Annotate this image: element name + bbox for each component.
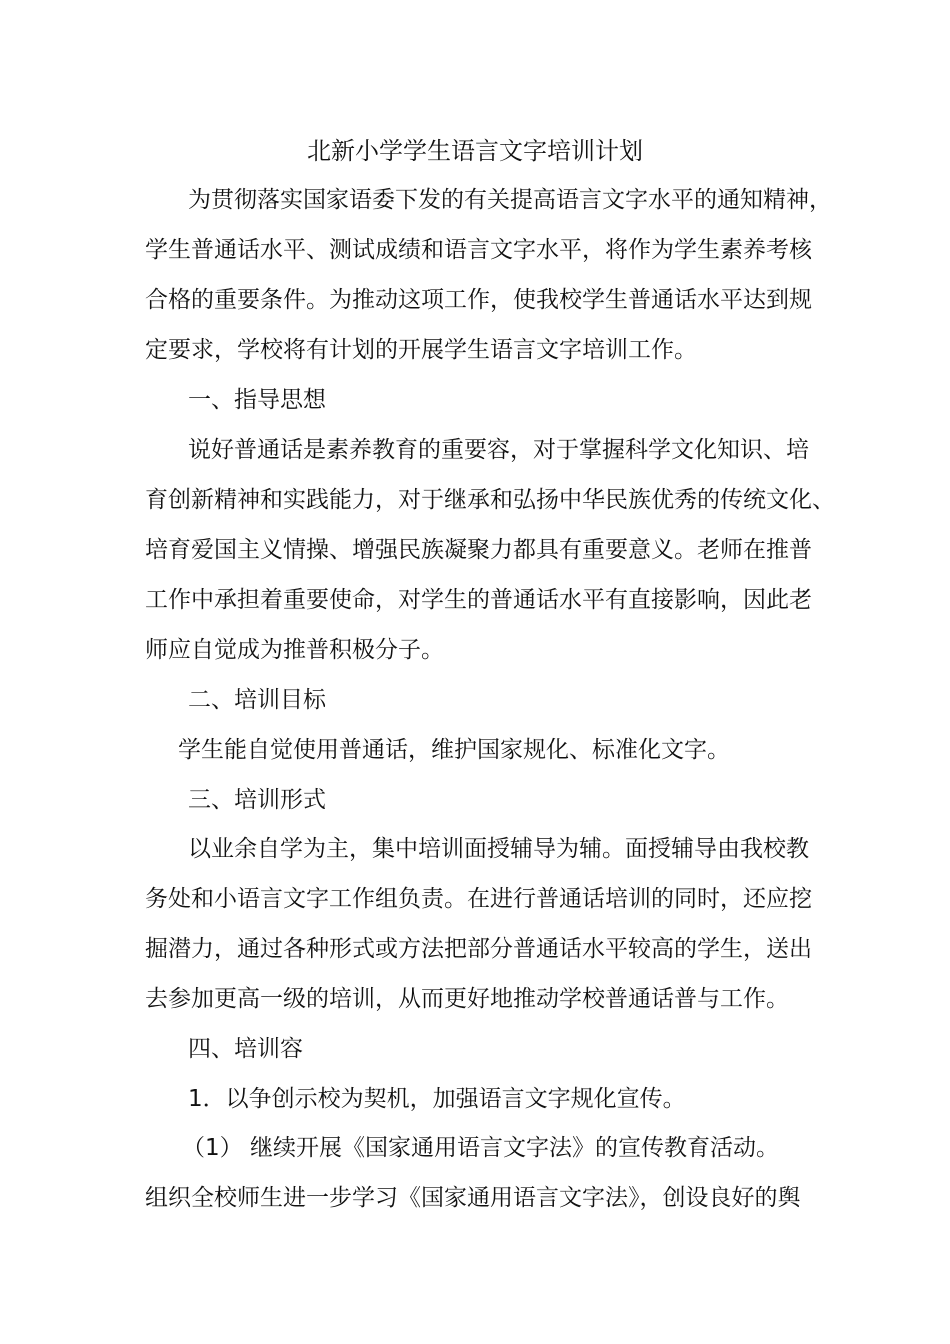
intro-paragraph-line: 合格的重要条件。为推动这项工作，使我校学生普通话水平达到规 bbox=[145, 287, 812, 313]
guiding-ideology-line: 培育爱国主义情操、增强民族凝聚力都具有重要意义。老师在推普 bbox=[145, 537, 812, 563]
section-heading-training-content: 四、培训容 bbox=[188, 1036, 303, 1062]
intro-paragraph-line: 为贯彻落实国家语委下发的有关提高语言文字水平的通知精神， bbox=[188, 187, 832, 213]
intro-paragraph-line: 定要求，学校将有计划的开展学生语言文字培训工作。 bbox=[145, 337, 697, 363]
training-form-line: 掘潜力，通过各种形式或方法把部分普通话水平较高的学生，送出 bbox=[145, 936, 812, 962]
training-content-line: 组织全校师生进一步学习《国家通用语言文字法》，创设良好的舆 bbox=[145, 1185, 801, 1211]
training-form-line: 务处和小语言文字工作组负责。在进行普通话培训的同时，还应挖 bbox=[145, 886, 812, 912]
guiding-ideology-line: 工作中承担着重要使命，对学生的普通话水平有直接影响，因此老 bbox=[145, 587, 812, 613]
training-form-line: 去参加更高一级的培训，从而更好地推动学校普通话普与工作。 bbox=[145, 986, 789, 1012]
guiding-ideology-line: 说好普通话是素养教育的重要容，对于掌握科学文化知识、培 bbox=[188, 437, 809, 463]
training-goal-line: 学生能自觉使用普通话，维护国家规化、标准化文字。 bbox=[178, 737, 730, 763]
section-heading-training-form: 三、培训形式 bbox=[188, 787, 326, 813]
intro-paragraph-line: 学生普通话水平、测试成绩和语言文字水平，将作为学生素养考核 bbox=[145, 237, 812, 263]
training-content-item: 1．以争创示校为契机，加强语言文字规化宣传。 bbox=[188, 1086, 686, 1112]
section-heading-training-goal: 二、培训目标 bbox=[188, 687, 326, 713]
section-heading-guiding-ideology: 一、指导思想 bbox=[188, 387, 326, 413]
document-title: 北新小学学生语言文字培训计划 bbox=[307, 137, 643, 165]
training-form-line: 以业余自学为主，集中培训面授辅导为辅。面授辅导由我校教 bbox=[188, 836, 809, 862]
guiding-ideology-line: 师应自觉成为推普积极分子。 bbox=[145, 637, 444, 663]
guiding-ideology-line: 育创新精神和实践能力，对于继承和弘扬中华民族优秀的传统文化、 bbox=[145, 487, 835, 513]
training-content-subitem: （1） 继续开展《国家通用语言文字法》的宣传教育活动。 bbox=[182, 1135, 779, 1161]
